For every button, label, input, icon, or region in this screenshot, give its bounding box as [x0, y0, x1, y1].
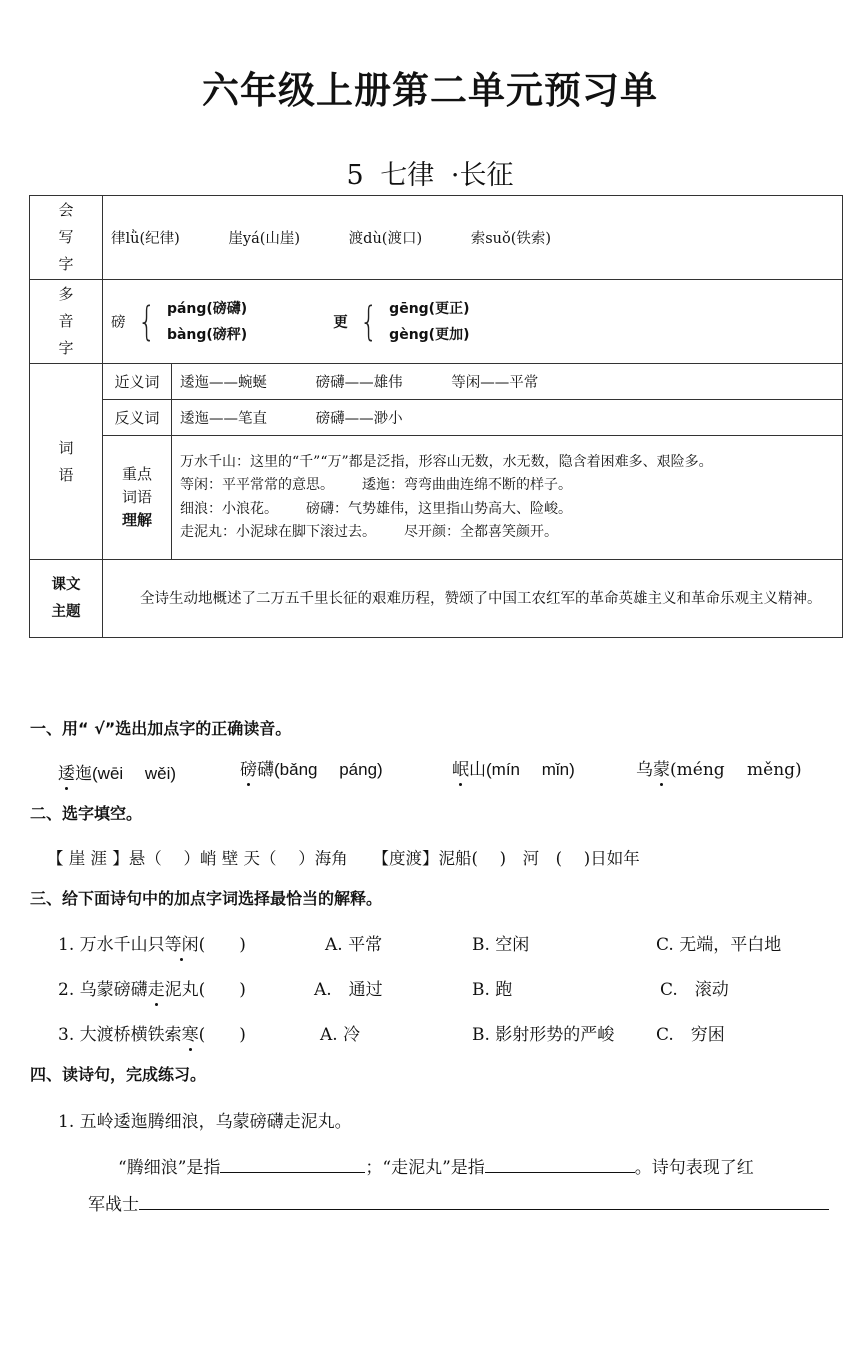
synonym-row	[30, 364, 843, 400]
antonym-cell	[172, 400, 843, 436]
q3-option: B. 空闲	[472, 935, 530, 955]
antonym-pair: 磅礴——渺小	[315, 411, 403, 427]
poly-char: 更	[333, 315, 348, 331]
q3-option: A. 通过	[314, 980, 383, 1000]
answer-blank[interactable]	[485, 1172, 635, 1173]
q3-item: 1. 万水千山只等闲( )	[58, 930, 246, 955]
polyphone-label: 多 音 字	[30, 280, 103, 364]
q1-item: 岷山(mín mǐn)	[452, 755, 575, 780]
poly-reading: gēng(更正)	[389, 300, 470, 317]
q3-option: A. 冷	[320, 1025, 361, 1045]
q4-fill-line-2: 军战士	[88, 1190, 829, 1215]
polyphone-row	[30, 280, 843, 364]
answer-blank[interactable]	[220, 1172, 365, 1173]
polyphone-cell	[103, 280, 843, 364]
q3-option: C. 无端，平白地	[656, 935, 782, 955]
key-word-expl: 细浪：小浪花。	[180, 500, 278, 517]
key-word-expl: 走泥丸：小泥球在脚下滚过去。	[180, 524, 376, 540]
lesson-number: 5	[346, 160, 364, 191]
write-char: 崖yá(山崖)	[228, 231, 301, 247]
q4-sub1: 1. 五岭逶迤腾细浪，乌蒙磅礴走泥丸。	[58, 1112, 352, 1132]
q3-option: B. 影射形势的严峻	[472, 1025, 615, 1045]
lesson-name: 七律	[380, 160, 435, 191]
write-chars-row	[30, 196, 843, 280]
write-chars-cell	[103, 196, 843, 280]
poly-reading: bàng(磅秤)	[166, 326, 248, 343]
lesson-title	[0, 153, 860, 192]
key-words-cell	[172, 436, 843, 560]
answer-blank[interactable]	[139, 1209, 829, 1210]
antonym-pair: 逶迤——笔直	[180, 411, 267, 427]
synonym-label: 近义词	[103, 364, 172, 400]
poly-reading: páng(磅礴)	[166, 300, 248, 317]
brace-icon: {	[137, 298, 156, 345]
q3-item: 2. 乌蒙磅礴走泥丸( )	[58, 975, 246, 1000]
antonym-row	[30, 400, 843, 436]
q3-heading: 三、给下面诗句中的加点字词选择最恰当的解释。	[30, 889, 383, 908]
write-char: 律lǜ(纪律)	[111, 231, 180, 247]
antonym-label: 反义词	[103, 400, 172, 436]
synonym-pair: 逶迤——蜿蜒	[180, 375, 267, 391]
q3-item: 3. 大渡桥横铁索寒( )	[58, 1020, 246, 1045]
q3-option: C. 滚动	[660, 980, 729, 1000]
key-word-expl: 万水千山：这里的“千”“万”都是泛指，形容山无数，水无数，隐含着困难多、艰险多。	[180, 453, 713, 470]
q4-heading: 四、读诗句，完成练习。	[30, 1065, 207, 1084]
write-char: 索suǒ(铁索)	[470, 231, 552, 247]
words-label: 词 语	[30, 364, 103, 560]
q3-option: C. 穷困	[656, 1025, 725, 1045]
synonym-pair: 等闲——平常	[451, 375, 539, 391]
write-char: 渡dù(渡口)	[348, 231, 423, 247]
q2-heading: 二、选字填空。	[30, 804, 143, 823]
lesson-name-sep: ·长征	[450, 160, 514, 191]
q1-item: 乌蒙(méng měng)	[636, 755, 802, 780]
key-word-expl: 尽开颜：全都喜笑颜开。	[404, 524, 558, 540]
q2-line: 【 崖 涯 】悬（ ）峭 壁 天（ ）海角 【度渡】泥船( ) 河 ( )日如年	[47, 849, 640, 868]
key-words-row	[30, 436, 843, 560]
synonym-pair: 磅礴——雄伟	[315, 375, 403, 391]
key-word-expl: 等闲：平平常常的意思。	[180, 477, 334, 493]
poly-reading: gèng(更加)	[389, 326, 470, 343]
synonym-cell	[172, 364, 843, 400]
page-title: 六年级上册第二单元预习单	[202, 69, 658, 112]
q1-heading: 一、用“ √”选出加点字的正确读音。	[30, 719, 292, 738]
q4-fill-line: “腾细浪”是指 ；“走泥丸”是指 。诗句表现了红	[118, 1158, 754, 1178]
theme-row	[30, 560, 843, 638]
preview-table	[29, 195, 843, 638]
write-label: 会 写 字	[30, 196, 103, 280]
q1-item: 磅礴(bǎng páng)	[240, 755, 383, 780]
key-words-label: 重点 词语 理解	[103, 436, 172, 560]
key-word-expl: 逶迤：弯弯曲曲连绵不断的样子。	[362, 477, 572, 493]
brace-icon: {	[359, 298, 378, 345]
key-word-expl: 磅礴：气势雄伟，这里指山势高大、险峻。	[306, 500, 572, 517]
theme-label: 课文 主题	[30, 560, 103, 638]
poly-char: 磅	[111, 315, 126, 331]
q3-option: A. 平常	[325, 935, 383, 955]
q1-item: 逶迤(wēi wěi)	[58, 759, 176, 784]
q3-option: B. 跑	[472, 980, 513, 1000]
theme-text: 全诗生动地概述了二万五千里长征的艰难历程，赞颂了中国工农红军的革命英雄主义和革命乐观主义精神。	[103, 560, 843, 638]
